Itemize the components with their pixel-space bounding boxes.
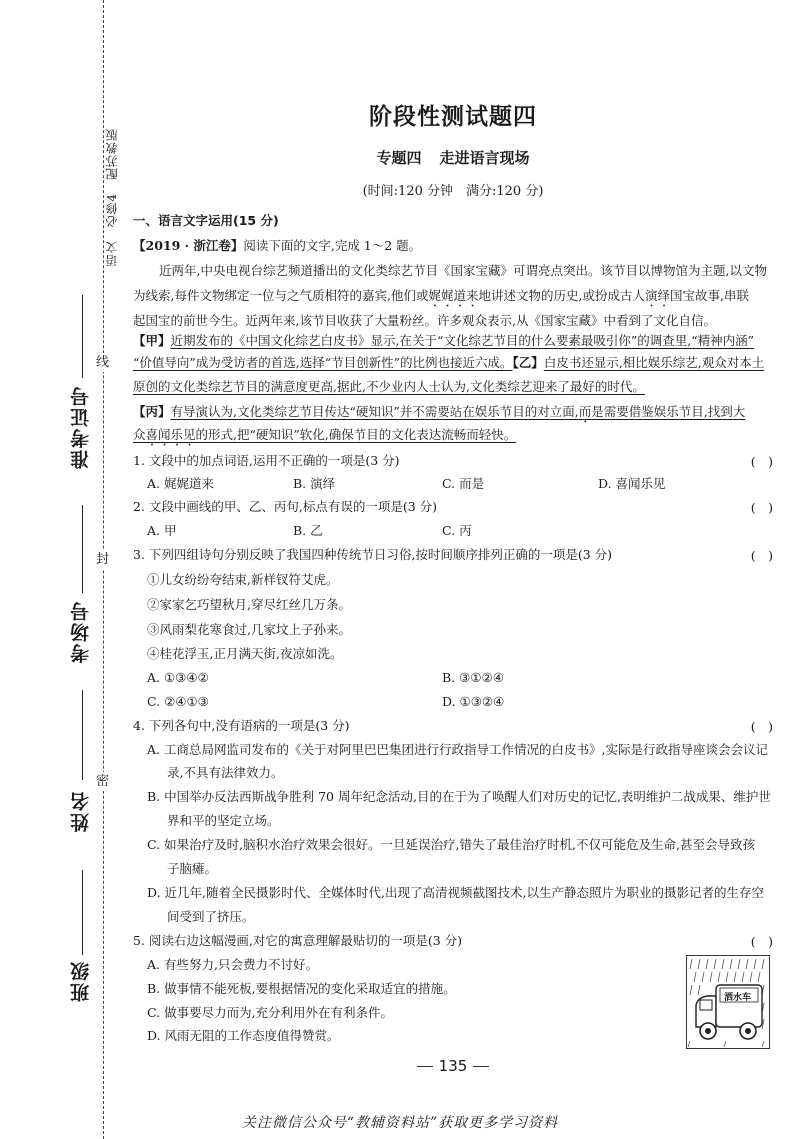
q4-option-b-cont: 界和平的坚定立场。 <box>167 813 280 828</box>
cut-mark-mi: 密 <box>96 774 110 789</box>
name-fill-line[interactable] <box>82 690 83 780</box>
q3-option-b[interactable]: B. ③①②④ <box>442 670 504 685</box>
sentence-yi-2: 原创的文化类综艺节目的满意度更高,据此,不少业内人士认为,文化类综艺迎来了最好的时代。 <box>133 379 645 394</box>
cut-mark-xian: 线 <box>96 355 110 370</box>
footer-notice: 关注微信公众号“教辅资料站”获取更多学习资料 <box>241 1115 559 1131</box>
sentence-jia-2: “价值导向”成为受访者的首选,选择“节目创新性”的比例也接近六成。 <box>133 355 513 370</box>
q1-answer-paren[interactable]: ( ) <box>750 454 773 469</box>
q1-option-a[interactable]: A. 娓娓道来 <box>147 476 214 491</box>
para2-line1 <box>133 332 754 350</box>
q3-verse-2: ②家家乞巧望秋月,穿尽红丝几万条。 <box>147 597 351 612</box>
sentence-bing-2: 的形式,把“硬知识”软化,确保节目的文化表达流畅而轻快。 <box>195 427 517 442</box>
q5-answer-paren[interactable]: ( ) <box>750 934 773 949</box>
q3-option-a[interactable]: A. ①③④② <box>147 670 209 685</box>
binding-margin <box>0 0 119 1139</box>
subtitle-topic: 专题四 <box>376 149 422 167</box>
q4-option-a[interactable]: A. 工商总局网监司发布的《关于对阿里巴巴集团进行行政指导工作情况的白皮书》,实际是行政指导座谈会会议记 <box>147 742 768 757</box>
q5-option-a[interactable]: A. 有些努力,只会费力不讨好。 <box>147 957 318 972</box>
name-label: 姓名 <box>70 790 92 832</box>
exam-no-label: 准考证号 <box>70 385 92 469</box>
passage-instruction <box>133 237 421 255</box>
dotted-word-4: 喜闻乐见 <box>145 427 196 442</box>
para2-line3 <box>133 378 645 396</box>
class-fill-line[interactable] <box>82 870 83 955</box>
para1-line3: 起国宝的前世今生。近两年来,该节目收获了大量粉丝。许多观众表示,从《国家宝藏》中看到了文化自信。 <box>133 313 716 328</box>
q1-option-d[interactable]: D. 喜闻乐见 <box>598 476 666 491</box>
sentence-bing-1a: 有导演认为,文化类综艺节目传达“硬知识”并不需要站在娱乐节目的对立面, <box>170 404 579 419</box>
q4-answer-paren[interactable]: ( ) <box>750 719 773 734</box>
q5-option-d[interactable]: D. 风雨无阻的工作态度值得赞赏。 <box>147 1028 340 1043</box>
q4-option-b[interactable]: B. 中国举办反法西斯战争胜利 70 周年纪念活动,目的在于为了唤醒人们对历史的记忆,表明维护二战成果、维护世 <box>147 789 771 804</box>
q1-option-c[interactable]: C. 而是 <box>442 476 485 491</box>
q4-option-d[interactable]: D. 近几年,随着全民摄影时代、全媒体时代,出现了高清视频截图技术,以生产静态照片为职业的摄影记者的生存空 <box>147 885 764 900</box>
q5-option-b[interactable]: B. 做事情不能死板,要根据情况的变化采取适宜的措施。 <box>147 981 456 996</box>
dotted-word-1: 娓娓道来 <box>428 288 479 303</box>
q3-verse-4: ④桂花浮玉,正月满天街,夜凉如洗。 <box>147 646 343 661</box>
q5-option-c[interactable]: C. 做事要尽力而为,充分利用外在有利条件。 <box>147 1005 394 1020</box>
q1-stem: 1. 文段中的加点词语,运用不正确的一项是(3 分) <box>133 453 400 468</box>
sentence-bing-1c: 是需要借鉴娱乐节目,找到大 <box>591 404 746 419</box>
sentence-jia-1: 近期发布的《中国文化综艺白皮书》显示,在关于“文化综艺节目的什么要素最吸引你”的调查里,“精神内涵” <box>170 333 755 348</box>
page-title: 阶段性测试题四 <box>369 104 537 130</box>
q4-option-d-cont: 间受到了挤压。 <box>167 909 255 924</box>
section-heading: 一、语言文字运用(15 分) <box>133 213 279 228</box>
page-number: 135 <box>133 1057 773 1075</box>
class-label: 班级 <box>70 960 92 1002</box>
para2-line2 <box>133 354 764 372</box>
q2-answer-paren[interactable]: ( ) <box>750 500 773 515</box>
q1-option-b[interactable]: B. 演绎 <box>293 476 336 491</box>
edition-label: 语文 必修4 配苏教版 <box>105 128 119 267</box>
room-no-fill-line[interactable] <box>82 505 83 593</box>
time-info: (时间:120 分钟 满分:120 分) <box>362 184 544 199</box>
page-subtitle <box>133 147 773 168</box>
dotted-word-3: 而 <box>578 404 592 419</box>
q2-option-a[interactable]: A. 甲 <box>147 523 177 538</box>
q3-answer-paren[interactable]: ( ) <box>750 548 773 563</box>
cartoon-illustration <box>686 955 770 1049</box>
para3-line1 <box>133 403 745 426</box>
dotted-word-2: 演绎 <box>644 288 670 303</box>
sentence-yi-1: 白皮书还显示,相比娱乐综艺,观众对本土 <box>543 355 765 370</box>
q3-stem: 3. 下列四组诗句分别反映了我国四种传统节日习俗,按时间顺序排列正确的一项是(3 分) <box>133 547 613 562</box>
q3-option-d[interactable]: D. ①③②④ <box>442 694 505 709</box>
cut-mark-feng: 封 <box>96 552 110 567</box>
mark-bing: 【丙】 <box>133 404 171 419</box>
q4-stem: 4. 下列各句中,没有语病的一项是(3 分) <box>133 718 350 733</box>
para1-line2: 为线索,每件文物绑定一位与之气质相符的嘉宾,他们或娓娓道来地讲述文物的历史,或扮成古人演绎国宝故事,串联 <box>133 288 749 303</box>
mark-jia: 【甲】 <box>133 333 171 348</box>
q3-option-c[interactable]: C. ②④①③ <box>147 694 209 709</box>
q3-verse-3: ③风雨梨花寒食过,几家坟上子孙来。 <box>147 622 351 637</box>
para3-line2: 众喜闻乐见的形式,把“硬知识”软化,确保节目的文化表达流畅而轻快。 <box>133 427 517 442</box>
q3-verse-1: ①儿女纷纷夸结束,新样钗符艾虎。 <box>147 572 339 587</box>
q4-option-c-cont: 子脑瘫。 <box>167 861 218 876</box>
subtitle-name: 走进语言现场 <box>439 149 530 167</box>
q5-stem: 5. 阅读右边这幅漫画,对它的寓意理解最贴切的一项是(3 分) <box>133 933 463 948</box>
instruction-text: 阅读下面的文字,完成 1～2 题。 <box>243 238 422 253</box>
mark-yi: 【乙】 <box>512 355 544 370</box>
q4-option-a-cont: 录,不具有法律效力。 <box>167 765 284 780</box>
para1-line1: 近两年,中央电视台综艺频道播出的文化类综艺节目《国家宝藏》可谓亮点突出。该节目以博物馆为主题,以文物 <box>159 263 767 278</box>
cartoon-label: 洒水车 <box>724 993 752 1003</box>
room-no-label: 考场号 <box>70 600 92 663</box>
q2-stem: 2. 文段中画线的甲、乙、丙句,标点有误的一项是(3 分) <box>133 499 438 514</box>
source-tag: 【2019 · 浙江卷】 <box>133 238 244 253</box>
q4-option-c[interactable]: C. 如果治疗及时,脑积水治疗效果会很好。一旦延误治疗,错失了最佳治疗时机,不仅可能危及生命,甚至会导致孩 <box>147 837 755 852</box>
exam-no-fill-line[interactable] <box>82 295 83 378</box>
q2-option-c[interactable]: C. 丙 <box>442 523 472 538</box>
q2-option-b[interactable]: B. 乙 <box>293 523 323 538</box>
